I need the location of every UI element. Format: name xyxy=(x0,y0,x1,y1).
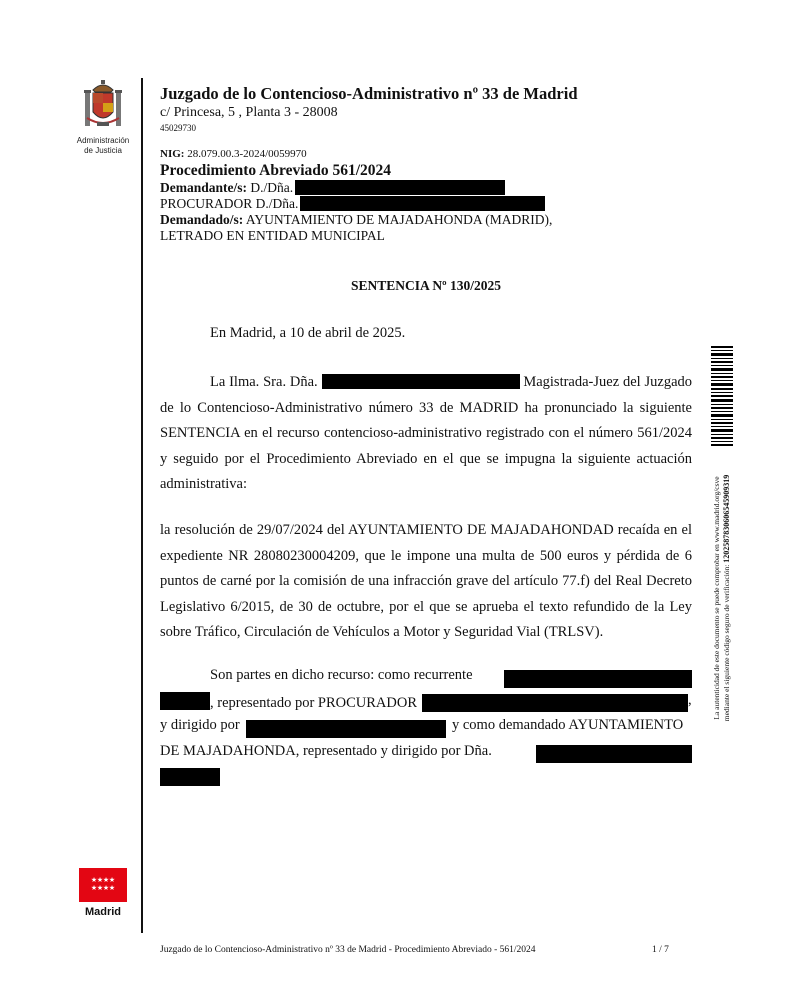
demandado-value: AYUNTAMIENTO DE MAJADAHONDA (MADRID), xyxy=(245,212,553,227)
demandante-line xyxy=(160,180,720,196)
p1-start: La Ilma. Sra. Dña. xyxy=(210,374,318,390)
redaction xyxy=(295,180,505,195)
page-number: 1 / 7 xyxy=(652,945,669,955)
nig-label: NIG: xyxy=(160,148,185,160)
nig-line xyxy=(160,147,720,162)
p3-line3a: y dirigido por xyxy=(160,717,240,733)
demandado-label: Demandado/s: xyxy=(160,212,244,227)
p3-line1: Son partes en dicho recurso: como recurrente xyxy=(210,667,473,683)
page-footer: Juzgado de lo Contencioso-Administrativo nº 33 de Madrid - Procedimiento Abreviado - 561/2024 xyxy=(160,945,536,955)
redaction xyxy=(300,196,545,211)
svg-text:★: ★ xyxy=(96,884,104,892)
p3-line2-end: , xyxy=(688,692,692,708)
madrid-logo xyxy=(78,868,128,918)
paragraph-2: la resolución de 29/07/2024 del AYUNTAMIENTO DE MAJADAHONDAD recaída en el expediente NR 28080230004209, que le impone una multa de 500 euros y pérdida de 6 puntos de carné por la comisión de una infracción grave del artículo 77.f) del Real Decreto Legislativo 6/2015, de 30 de octubre, por el que se aprueba el texto refundido de la Ley sobre Tráfico, Circulación de Vehículos a Motor y Seguridad Vial (TRLSV). xyxy=(160,522,692,640)
p3-line4: DE MAJADAHONDA, representado y dirigido por Dña. xyxy=(160,743,492,759)
date-line: En Madrid, a 10 de abril de 2025. xyxy=(210,325,406,341)
redaction xyxy=(422,694,688,712)
madrid-label: Madrid xyxy=(84,906,122,918)
svg-text:★: ★ xyxy=(102,884,110,892)
svg-text:★: ★ xyxy=(96,876,104,884)
procedure-title: Procedimiento Abreviado 561/2024 xyxy=(160,162,392,179)
sentence-title: SENTENCIA Nº 130/2025 xyxy=(351,278,501,293)
verify-line-2: mediante el siguiente código seguro de verificación: xyxy=(722,564,731,722)
redaction xyxy=(504,670,692,688)
date-paragraph xyxy=(160,321,692,347)
svg-text:★: ★ xyxy=(90,884,98,892)
margin-rule xyxy=(141,78,143,933)
p3-line3b: y como demandado AYUNTAMIENTO xyxy=(452,717,684,733)
p1-after: Magistrada-Juez del Juzgado de lo Contencioso-Administrativo número 33 de MADRID ha pronunciado la siguiente SENTENCIA en el recurso contencioso-administrativo registrado con el número 561/2024 y seguido por el Procedimiento Abreviado en el que se impugna la siguiente actuación administrativa: xyxy=(160,374,693,492)
svg-text:★: ★ xyxy=(108,884,116,892)
logo-caption-2: de Justicia xyxy=(84,146,122,155)
court-code: 45029730 xyxy=(160,123,196,133)
court-header xyxy=(160,84,720,135)
redaction xyxy=(246,720,446,738)
redaction xyxy=(160,768,220,786)
csv-code: 1202587830606545909319 xyxy=(722,474,731,563)
procurador-line xyxy=(160,196,720,212)
nig-value: 28.079.00.3-2024/0059970 xyxy=(187,148,307,160)
svg-text:★: ★ xyxy=(102,876,110,884)
svg-text:★: ★ xyxy=(90,876,98,884)
redaction xyxy=(160,692,210,710)
court-title: Juzgado de lo Contencioso-Administrativo nº 33 de Madrid xyxy=(160,84,578,103)
case-metadata xyxy=(160,147,720,244)
redaction xyxy=(536,745,692,763)
p3-line2: , representado por PROCURADOR xyxy=(210,695,418,711)
demandante-value: D./Dña. xyxy=(250,180,294,195)
court-address: c/ Princesa, 5 , Planta 3 - 28008 xyxy=(160,105,338,120)
paragraph-1 xyxy=(160,370,692,498)
coat-of-arms-icon xyxy=(81,78,125,130)
justice-logo xyxy=(70,78,136,155)
demandante-label: Demandante/s: xyxy=(160,180,247,195)
procurador-value: PROCURADOR D./Dña. xyxy=(160,196,299,211)
redaction xyxy=(322,374,520,389)
logo-caption-1: Administración xyxy=(76,136,130,145)
demandado-line xyxy=(160,212,720,228)
verify-line-1: La autenticidad de este documento se puede comprobar en www.madrid.org/csve xyxy=(712,476,721,720)
svg-text:★: ★ xyxy=(108,876,116,884)
letrado-line: LETRADO EN ENTIDAD MUNICIPAL xyxy=(160,228,385,243)
verification-note xyxy=(712,448,732,748)
barcode-icon xyxy=(711,346,733,446)
madrid-stars-icon xyxy=(79,868,127,902)
